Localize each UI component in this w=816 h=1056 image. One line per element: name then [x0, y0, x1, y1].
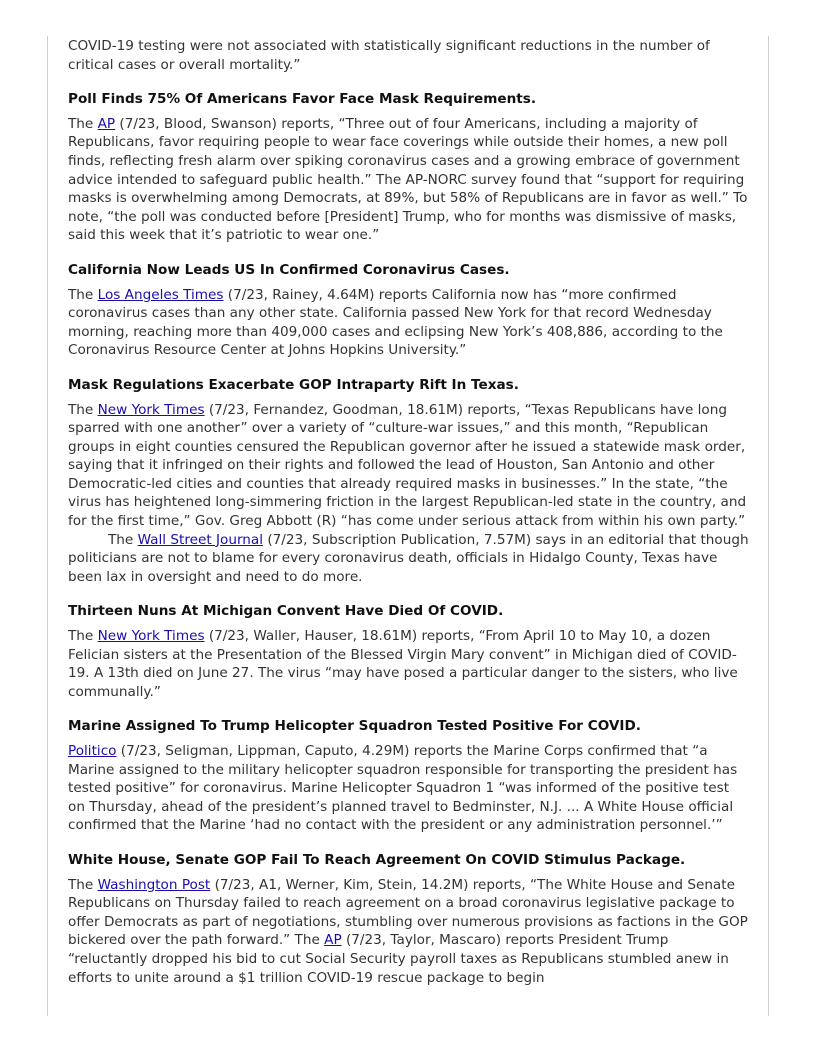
article-marine-helicopter: [68, 717, 750, 835]
headline: Thirteen Nuns At Michigan Convent Have Died Of COVID.: [68, 603, 504, 620]
left-margin-rule: [47, 36, 48, 1016]
source-link-new-york-times[interactable]: New York Times: [97, 401, 205, 418]
article-california-cases: [68, 261, 750, 360]
article-stimulus-package: [68, 851, 750, 987]
headline: Mask Regulations Exacerbate GOP Intraparty Rift In Texas.: [68, 376, 519, 393]
article-paragraph: The New York Times (7/23, Fernandez, Goodman, 18.61M) reports, “Texas Republicans have long sparred with one another” over a variety of “culture-war issues,” and this month, “Republican groups in eight counties censured the Republican governor after he issued a statewide mask order, saying that it infringed on their rights and followed the lead of Houston, San Antonio and other Democratic-led cities and counties that already required masks in businesses.” In the state, “the virus has heightened long-simmering friction in the largest Republican-led state in the country, and for the first time,” Gov. Greg Abbott (R) “has come under serious attack from within his own party.”: [68, 401, 747, 530]
source-link-ap[interactable]: AP: [97, 115, 116, 132]
source-link-politico[interactable]: Politico: [68, 743, 117, 759]
intro-paragraph: COVID-19 testing were not associated with statistically significant reductions in the number of critical cases or overall mortality.”: [68, 38, 710, 73]
article-paragraph: The AP (7/23, Blood, Swanson) reports, “Three out of four Americans, including a majority of Republicans, favor requiring people to wear face coverings while outside their homes, a new poll finds, reflecting fresh alarm over spiking coronavirus cases and a growing embrace of government advice intended to safeguard public health.” The AP-NORC survey found that “support for requiring masks is overwhelming among Democrats, at 89%, but 58% of Republicans are in favor as well.” To note, “the poll was conducted before [President] Trump, who for months was dismissive of masks, said this week that it’s patriotic to wear one.”: [68, 115, 748, 244]
source-link-new-york-times[interactable]: New York Times: [97, 628, 205, 645]
article-michigan-nuns: [68, 602, 750, 701]
headline: White House, Senate GOP Fail To Reach Agreement On COVID Stimulus Package.: [68, 851, 686, 868]
article-paragraph: The Wall Street Journal (7/23, Subscription Publication, 7.57M) says in an editorial that though politicians are not to blame for every coronavirus death, officials in Hidalgo County, Texas have been lax in oversight and need to do more.: [68, 531, 749, 585]
source-link-ap[interactable]: AP: [324, 932, 342, 949]
headline: Marine Assigned To Trump Helicopter Squadron Tested Positive For COVID.: [68, 718, 641, 735]
headline: California Now Leads US In Confirmed Coronavirus Cases.: [68, 261, 510, 278]
article-paragraph: The Washington Post (7/23, A1, Werner, Kim, Stein, 14.2M) reports, “The White House and Senate Republicans on Thursday failed to reach agreement on a broad coronavirus legislative package to offer Democrats as part of negotiations, stumbling over numerous provisions as factions in the GOP bickered over the path forward.” The AP (7/23, Taylor, Mascaro) reports President Trump “reluctantly dropped his bid to cut Social Security payroll taxes as Republicans stumbled anew in efforts to unite around a $1 trillion COVID-19 rescue package to begin: [68, 876, 748, 986]
source-link-washington-post[interactable]: Washington Post: [97, 876, 211, 893]
source-link-los-angeles-times[interactable]: Los Angeles Times: [97, 286, 224, 303]
headline: Poll Finds 75% Of Americans Favor Face Mask Requirements.: [68, 91, 537, 108]
article-paragraph: Politico (7/23, Seligman, Lippman, Caputo, 4.29M) reports the Marine Corps confirmed that “a Marine assigned to the military helicopter squadron responsible for transporting the president has tested positive” for coronavirus. Marine Helicopter Squadron 1 “was informed of the positive test on Thursday, ahead of the president’s planned travel to Bedminster, N.J. ... A White House official confirmed that the Marine ‘had no contact with the president or any administration personnel.’”: [68, 743, 738, 834]
article-paragraph: The Los Angeles Times (7/23, Rainey, 4.64M) reports California now has “more confirmed coronavirus cases than any other state. California passed New York for that record Wednesday morning, reaching more than 409,000 cases and eclipsing New York’s 408,886, according to the Coronavirus Resource Center at Johns Hopkins University.”: [68, 286, 723, 359]
right-margin-rule: [768, 36, 769, 1016]
news-briefing-page: [68, 37, 750, 987]
article-texas-gop-rift: [68, 376, 750, 587]
source-link-wall-street-journal[interactable]: Wall Street Journal: [137, 531, 264, 548]
article-mask-poll: [68, 90, 750, 245]
article-paragraph: The New York Times (7/23, Waller, Hauser, 18.61M) reports, “From April 10 to May 10, a dozen Felician sisters at the Presentation of the Blessed Virgin Mary convent” in Michigan died of COVID-19. A 13th died on June 27. The virus “may have posed a particular danger to the sisters, who live communally.”: [68, 628, 738, 700]
